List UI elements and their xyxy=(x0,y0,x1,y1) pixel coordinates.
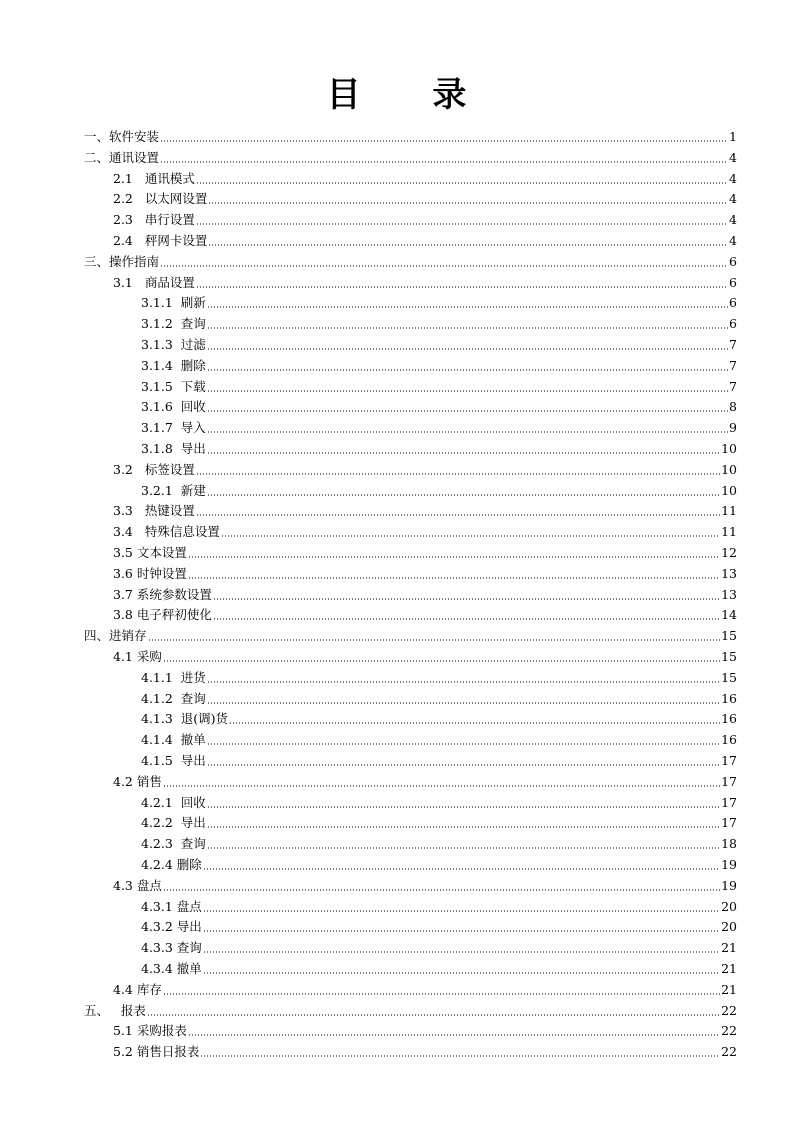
toc-entry-title: 系统参数设置 xyxy=(136,586,212,602)
toc-entry-title: 库存 xyxy=(136,981,162,997)
toc-entry-page: 17 xyxy=(721,753,737,768)
toc-entry-page: 15 xyxy=(721,628,737,644)
toc-dot-leader xyxy=(188,556,720,558)
toc-dot-leader xyxy=(208,244,728,246)
toc-dot-leader xyxy=(213,618,720,620)
toc-dot-leader xyxy=(163,785,720,787)
toc-entry-page: 7 xyxy=(729,378,737,394)
toc-dot-leader xyxy=(163,889,720,891)
toc-entry-title: 删除 xyxy=(180,357,206,373)
toc-dot-leader xyxy=(160,161,728,163)
toc-dot-leader xyxy=(207,348,728,350)
toc-entry-number: 3.1 xyxy=(113,274,145,290)
toc-dot-leader xyxy=(207,494,720,496)
toc-dot-leader xyxy=(207,681,720,683)
toc-dot-leader xyxy=(213,598,720,600)
toc-entry[interactable] xyxy=(141,811,737,831)
toc-entry[interactable] xyxy=(84,125,737,145)
toc-entry-page: 6 xyxy=(729,295,737,311)
toc-entry-page: 15 xyxy=(721,669,737,685)
toc-entry-number: 2.4 xyxy=(113,233,145,248)
toc-dot-leader xyxy=(163,993,720,995)
toc-dot-leader xyxy=(163,660,720,662)
toc-entry[interactable] xyxy=(113,187,737,207)
toc-entry-page: 15 xyxy=(721,649,737,664)
toc-entry-page: 4 xyxy=(729,233,737,248)
toc-entry[interactable] xyxy=(141,749,737,769)
toc-entry[interactable] xyxy=(84,999,737,1019)
toc-entry-title: 秤网卡设置 xyxy=(144,233,208,248)
toc-entry-number: 4.2.4 xyxy=(141,857,177,872)
toc-entry-number: 3.2 xyxy=(113,461,145,477)
toc-entry-number: 四、 xyxy=(84,628,110,644)
toc-entry-number: 3.7 xyxy=(113,586,137,602)
toc-entry-number: 4.3 xyxy=(113,877,137,893)
toc-dot-leader xyxy=(148,639,721,641)
toc-entry-page: 18 xyxy=(721,836,737,852)
toc-dot-leader xyxy=(203,930,720,932)
toc-entry[interactable] xyxy=(141,853,737,873)
toc-entry-number: 3.1.1 xyxy=(141,295,181,311)
toc-entry-number: 3.6 xyxy=(113,565,137,581)
toc-entry[interactable] xyxy=(84,250,737,270)
toc-entry-title: 以太网设置 xyxy=(144,191,208,207)
toc-entry-title: 标签设置 xyxy=(144,461,195,477)
toc-entry-title: 软件安装 xyxy=(109,129,160,144)
toc-entry[interactable] xyxy=(141,791,737,811)
toc-entry-number: 3.1.7 xyxy=(141,420,181,436)
toc-entry-page: 6 xyxy=(729,253,737,269)
toc-entry-number: 2.3 xyxy=(113,212,145,228)
toc-entry[interactable] xyxy=(141,375,737,395)
toc-dot-leader xyxy=(160,265,728,267)
toc-entry-page: 4 xyxy=(729,149,737,165)
toc-entry-title: 操作指南 xyxy=(109,253,160,269)
toc-entry[interactable] xyxy=(141,687,737,707)
toc-entry-page: 8 xyxy=(729,399,737,415)
toc-entry-page: 20 xyxy=(721,898,737,914)
toc-entry[interactable] xyxy=(113,978,737,998)
toc-entry-number: 4.1.4 xyxy=(141,732,181,748)
toc-entry-number: 3.1.3 xyxy=(141,337,181,352)
toc-dot-leader xyxy=(200,1055,720,1057)
toc-entry[interactable] xyxy=(141,936,737,956)
toc-entry[interactable] xyxy=(84,624,737,644)
toc-entry-title: 刷新 xyxy=(180,295,206,311)
toc-entry-title: 查询 xyxy=(180,836,206,852)
toc-dot-leader xyxy=(203,868,720,870)
toc-dot-leader xyxy=(207,806,720,808)
toc-entry-title: 文本设置 xyxy=(136,545,187,560)
toc-entry-title: 销售日报表 xyxy=(136,1044,200,1060)
toc-entry-title: 通讯设置 xyxy=(109,149,160,165)
toc-entry-number: 2.1 xyxy=(113,170,145,186)
toc-entry[interactable] xyxy=(141,354,737,374)
toc-entry-title: 销售 xyxy=(136,773,162,789)
toc-entry-title: 删除 xyxy=(176,857,202,872)
toc-entry-page: 10 xyxy=(721,441,737,456)
toc-entry-page: 13 xyxy=(721,586,737,602)
toc-entry-title: 特殊信息设置 xyxy=(144,524,220,540)
toc-entry[interactable] xyxy=(113,499,737,519)
toc-dot-leader xyxy=(207,702,720,704)
toc-title: 目 录 xyxy=(326,75,497,115)
toc-dot-leader xyxy=(196,514,720,516)
toc-dot-leader xyxy=(207,826,720,828)
toc-entry[interactable] xyxy=(113,562,737,582)
toc-entry-title: 采购报表 xyxy=(136,1023,187,1039)
toc-dot-leader xyxy=(196,182,728,184)
toc-dot-leader xyxy=(208,202,728,204)
toc-entry-number: 3.1.5 xyxy=(141,378,181,394)
toc-entry-title: 查询 xyxy=(180,690,206,706)
toc-entry-number: 3.1.2 xyxy=(141,316,181,332)
toc-entry-number: 3.3 xyxy=(113,503,145,519)
toc-entry-title: 回收 xyxy=(180,794,206,810)
toc-entry[interactable] xyxy=(113,645,737,665)
toc-entry[interactable] xyxy=(113,1040,737,1060)
toc-entry[interactable] xyxy=(113,208,737,228)
toc-entry-page: 16 xyxy=(721,690,737,706)
toc-entry-number: 二、 xyxy=(84,149,110,165)
toc-entry-title: 撤单 xyxy=(180,732,206,748)
toc-entry-page: 17 xyxy=(721,773,737,789)
toc-dot-leader xyxy=(207,452,720,454)
toc-entry-title: 查询 xyxy=(180,316,206,332)
toc-entry-title: 盘点 xyxy=(176,898,202,914)
toc-entry-page: 19 xyxy=(721,877,737,893)
toc-entry-number: 4.3.2 xyxy=(141,919,177,935)
toc-entry-title: 报表 xyxy=(120,1002,146,1018)
toc-entry-page: 21 xyxy=(721,981,737,997)
toc-entry[interactable] xyxy=(141,291,737,311)
toc-entry[interactable] xyxy=(141,333,737,353)
toc-entry-title: 过滤 xyxy=(180,337,206,352)
toc-entry-title: 回收 xyxy=(180,399,206,415)
toc-entry-number: 4.4 xyxy=(113,981,137,997)
toc-dot-leader xyxy=(203,951,720,953)
toc-entry[interactable] xyxy=(113,458,737,478)
toc-entry[interactable] xyxy=(113,229,737,249)
toc-entry-page: 22 xyxy=(721,1002,737,1018)
toc-entry-number: 3.4 xyxy=(113,524,145,540)
toc-entry-number: 2.2 xyxy=(113,191,145,207)
toc-entry-title: 采购 xyxy=(136,649,162,664)
toc-entry-title: 新建 xyxy=(180,482,206,498)
toc-entry[interactable] xyxy=(113,1019,737,1039)
toc-entry-page: 13 xyxy=(721,565,737,581)
toc-entry-page: 11 xyxy=(721,503,737,519)
toc-entry[interactable] xyxy=(113,271,737,291)
toc-entry[interactable] xyxy=(141,915,737,935)
toc-entry-number: 4.1.2 xyxy=(141,690,181,706)
toc-entry-title: 下载 xyxy=(180,378,206,394)
toc-entry-title: 通讯模式 xyxy=(144,170,195,186)
toc-entry[interactable] xyxy=(113,874,737,894)
toc-dot-leader xyxy=(221,535,720,537)
toc-dot-leader xyxy=(207,847,720,849)
toc-entry[interactable] xyxy=(141,728,737,748)
toc-entry-page: 20 xyxy=(721,919,737,935)
toc-entry-page: 4 xyxy=(729,212,737,228)
toc-entry-title: 进货 xyxy=(180,669,206,685)
toc-entry-number: 3.5 xyxy=(113,545,137,560)
toc-dot-leader xyxy=(188,1034,720,1036)
toc-entry-page: 17 xyxy=(721,815,737,831)
toc-entry-number: 3.1.6 xyxy=(141,399,181,415)
toc-entry-number: 5.1 xyxy=(113,1023,137,1039)
toc-entry-number: 4.2.1 xyxy=(141,794,181,810)
toc-entry-page: 6 xyxy=(729,274,737,290)
toc-dot-leader xyxy=(203,910,720,912)
toc-entry-title: 热键设置 xyxy=(144,503,195,519)
toc-entry-number: 4.1.1 xyxy=(141,669,181,685)
toc-entry-title: 导出 xyxy=(180,815,206,831)
toc-dot-leader xyxy=(207,743,720,745)
toc-entry-number: 5.2 xyxy=(113,1044,137,1060)
toc-entry-page: 16 xyxy=(721,732,737,748)
toc-entry-number: 一、 xyxy=(84,129,110,144)
toc-dot-leader xyxy=(207,764,720,766)
toc-entry[interactable] xyxy=(141,666,737,686)
toc-entry-title: 盘点 xyxy=(136,877,162,893)
toc-dot-leader xyxy=(207,431,728,433)
toc-entry-number: 4.2 xyxy=(113,773,137,789)
toc-entry[interactable] xyxy=(141,437,737,457)
toc-entry-page: 9 xyxy=(729,420,737,436)
toc-entry-number: 3.1.4 xyxy=(141,357,181,373)
toc-entry-number: 4.1.5 xyxy=(141,753,181,768)
toc-entry-number: 4.3.4 xyxy=(141,961,177,976)
toc-entry[interactable] xyxy=(141,479,737,499)
toc-entry-page: 10 xyxy=(721,461,737,477)
toc-entry-page: 4 xyxy=(729,170,737,186)
toc-dot-leader xyxy=(207,410,728,412)
toc-entry-page: 7 xyxy=(729,357,737,373)
toc-entry-page: 22 xyxy=(721,1023,737,1039)
toc-entry[interactable] xyxy=(141,957,737,977)
toc-dot-leader xyxy=(207,369,728,371)
toc-entry-page: 17 xyxy=(721,794,737,810)
toc-entry[interactable] xyxy=(141,707,737,727)
toc-entry-page: 14 xyxy=(721,607,737,623)
toc-entry-page: 21 xyxy=(721,961,737,976)
toc-dot-leader xyxy=(196,286,728,288)
toc-entry-page: 12 xyxy=(721,545,737,560)
toc-entry-number: 3.1.8 xyxy=(141,441,181,456)
toc-entry-page: 6 xyxy=(729,316,737,332)
toc-entry-page: 7 xyxy=(729,337,737,352)
toc-entry-number: 4.3.3 xyxy=(141,940,177,956)
toc-entry[interactable] xyxy=(141,312,737,332)
toc-entry[interactable] xyxy=(141,895,737,915)
toc-dot-leader xyxy=(203,972,720,974)
toc-entry-number: 4.3.1 xyxy=(141,898,177,914)
toc-entry-number: 3.2.1 xyxy=(141,482,181,498)
toc-entry-number: 4.1.3 xyxy=(141,711,181,727)
toc-entry[interactable] xyxy=(84,146,737,166)
toc-dot-leader xyxy=(229,722,720,724)
toc-entry-title: 串行设置 xyxy=(144,212,195,228)
toc-entry-title: 时钟设置 xyxy=(136,565,187,581)
toc-entry-page: 19 xyxy=(721,857,737,872)
toc-entry-title: 退(调)货 xyxy=(180,711,229,727)
toc-dot-leader xyxy=(147,1014,720,1016)
toc-entry-title: 进销存 xyxy=(109,628,147,644)
toc-entry-number: 3.8 xyxy=(113,607,137,623)
toc-entry-title: 电子秤初使化 xyxy=(136,607,212,623)
toc-entry-title: 导出 xyxy=(180,441,206,456)
toc-entry[interactable] xyxy=(141,416,737,436)
toc-entry-number: 4.2.3 xyxy=(141,836,181,852)
toc-entry[interactable] xyxy=(113,770,737,790)
toc-entry-title: 导出 xyxy=(180,753,206,768)
toc-dot-leader xyxy=(196,223,728,225)
toc-entry-page: 22 xyxy=(721,1044,737,1060)
toc-entry-page: 4 xyxy=(729,191,737,207)
toc-entry[interactable] xyxy=(141,832,737,852)
toc-entry-page: 16 xyxy=(721,711,737,727)
toc-dot-leader xyxy=(207,327,728,329)
toc-entry-title: 查询 xyxy=(176,940,202,956)
toc-dot-leader xyxy=(188,577,720,579)
toc-entry-page: 10 xyxy=(721,482,737,498)
toc-entry-title: 商品设置 xyxy=(144,274,195,290)
toc-entry-number: 4.2.2 xyxy=(141,815,181,831)
toc-entry-page: 11 xyxy=(721,524,737,540)
toc-entry-number: 五、 xyxy=(84,1002,121,1018)
toc-entry-title: 导出 xyxy=(176,919,202,935)
toc-dot-leader xyxy=(207,390,728,392)
toc-dot-leader xyxy=(207,306,728,308)
toc-entry-title: 导入 xyxy=(180,420,206,436)
toc-entry[interactable] xyxy=(113,603,737,623)
toc-dot-leader xyxy=(160,140,728,142)
toc-entry-number: 三、 xyxy=(84,253,110,269)
toc-entry[interactable] xyxy=(113,167,737,187)
toc-entry[interactable] xyxy=(113,583,737,603)
toc-entry[interactable] xyxy=(141,395,737,415)
toc-entry[interactable] xyxy=(113,541,737,561)
toc-entry-page: 21 xyxy=(721,940,737,956)
toc-entry-page: 1 xyxy=(729,129,737,144)
toc-dot-leader xyxy=(196,473,720,475)
toc-entry-number: 4.1 xyxy=(113,649,137,664)
toc-entry[interactable] xyxy=(113,520,737,540)
toc-entry-title: 撤单 xyxy=(176,961,202,976)
